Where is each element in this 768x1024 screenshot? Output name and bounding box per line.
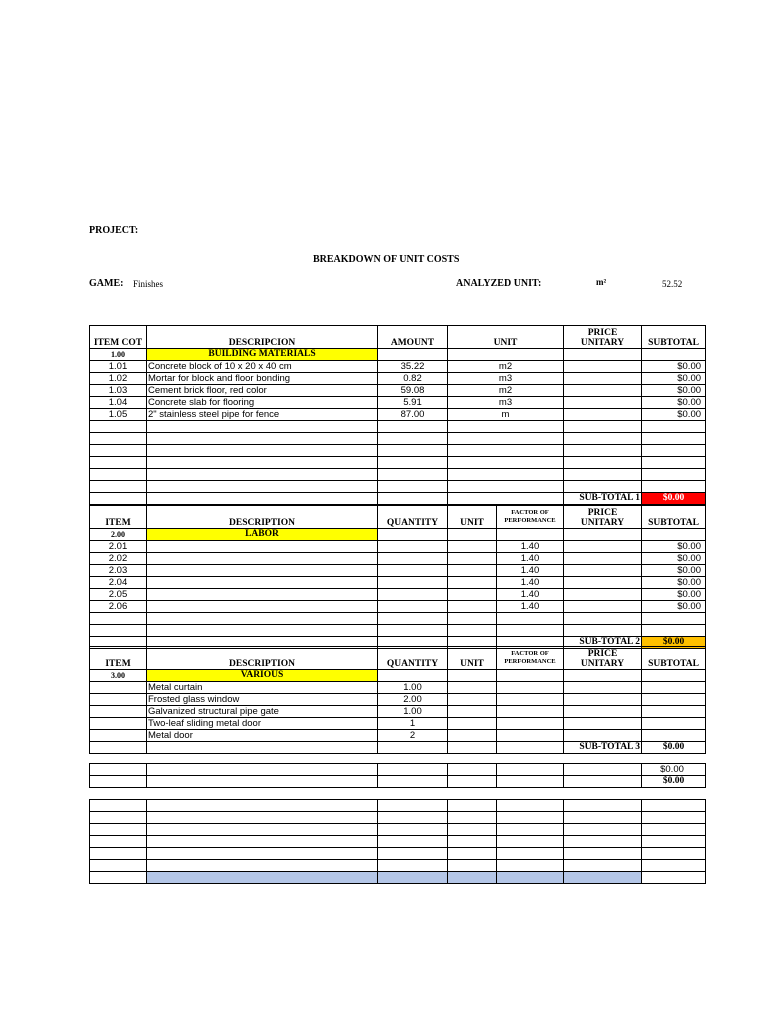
empty-grid	[89, 799, 706, 884]
item-subtotal: $0.00	[642, 553, 706, 565]
empty-row	[90, 457, 706, 469]
empty-row	[90, 613, 706, 625]
table-row	[90, 397, 706, 409]
labor-table	[89, 505, 706, 649]
col-item: ITEM	[90, 506, 147, 529]
empty-row	[90, 469, 706, 481]
item-unit: m3	[448, 397, 564, 409]
item-unit: m	[448, 409, 564, 421]
subtotal-1-label: SUB-TOTAL 1	[564, 493, 642, 505]
col-description: DESCRIPTION	[147, 506, 378, 529]
item-code: 2.03	[90, 565, 147, 577]
analyzed-unit-label: ANALYZED UNIT:	[456, 278, 542, 289]
item-factor: 1.40	[497, 541, 564, 553]
subtotal-1-value: $0.00	[642, 493, 706, 505]
item-amount: 5.91	[378, 397, 448, 409]
item-description: Galvanized structural pipe gate	[147, 706, 378, 718]
total-line-1: $0.00	[642, 764, 706, 776]
various-table	[89, 646, 706, 754]
col-subtotal: SUBTOTAL	[642, 326, 706, 349]
item-description: Two-leaf sliding metal door	[147, 718, 378, 730]
table-row	[90, 385, 706, 397]
section-title: LABOR	[147, 529, 378, 541]
materials-table	[89, 325, 706, 505]
subtotal-row	[90, 742, 706, 754]
item-description: Concrete block of 10 x 20 x 40 cm	[147, 361, 378, 373]
item-factor: 1.40	[497, 589, 564, 601]
item-factor: 1.40	[497, 577, 564, 589]
col-subtotal: SUBTOTAL	[642, 506, 706, 529]
item-unit: m2	[448, 361, 564, 373]
analyzed-unit: m²	[596, 277, 607, 287]
empty-row	[90, 836, 706, 848]
subtotal-2-value: $0.00	[642, 637, 706, 649]
item-subtotal: $0.00	[642, 601, 706, 613]
empty-row	[90, 860, 706, 872]
item-quantity: 2.00	[378, 694, 448, 706]
item-quantity: 1.00	[378, 682, 448, 694]
game-value: Finishes	[133, 279, 164, 289]
section-code: 2.00	[90, 529, 147, 541]
empty-row	[90, 812, 706, 824]
item-code: 1.01	[90, 361, 147, 373]
total-line-2: $0.00	[642, 776, 706, 788]
labor-header-row	[90, 506, 706, 529]
highlighted-row	[90, 872, 706, 884]
item-subtotal: $0.00	[642, 577, 706, 589]
table-row	[90, 706, 706, 718]
item-factor: 1.40	[497, 565, 564, 577]
item-description: Mortar for block and floor bonding	[147, 373, 378, 385]
item-factor: 1.40	[497, 553, 564, 565]
totals-table	[89, 763, 706, 788]
empty-row	[90, 800, 706, 812]
item-amount: 59.08	[378, 385, 448, 397]
table-row	[90, 565, 706, 577]
item-code: 1.02	[90, 373, 147, 385]
empty-row	[90, 848, 706, 860]
table-row	[90, 553, 706, 565]
col-unit: UNIT	[448, 506, 497, 529]
item-subtotal: $0.00	[642, 385, 706, 397]
col-description: DESCRIPTION	[147, 647, 378, 670]
item-description: Metal door	[147, 730, 378, 742]
item-subtotal: $0.00	[642, 589, 706, 601]
totals-row	[90, 764, 706, 776]
col-price-unitary: PRICE UNITARY	[564, 326, 642, 349]
col-factor: FACTOR OF PERFORMANCE	[497, 647, 564, 670]
table-row	[90, 694, 706, 706]
item-code: 2.04	[90, 577, 147, 589]
empty-row	[90, 824, 706, 836]
item-subtotal: $0.00	[642, 397, 706, 409]
empty-row	[90, 481, 706, 493]
totals-row	[90, 776, 706, 788]
item-code: 2.06	[90, 601, 147, 613]
col-factor: FACTOR OF PERFORMANCE	[497, 506, 564, 529]
project-label: PROJECT:	[89, 225, 139, 236]
col-quantity: QUANTITY	[378, 506, 448, 529]
table-row	[90, 718, 706, 730]
subtotal-3-label: SUB-TOTAL 3	[564, 742, 642, 754]
empty-row	[90, 625, 706, 637]
item-description: Metal curtain	[147, 682, 378, 694]
item-subtotal: $0.00	[642, 541, 706, 553]
section-title: VARIOUS	[147, 670, 378, 682]
page-title: BREAKDOWN OF UNIT COSTS	[313, 254, 460, 265]
subtotal-2-label: SUB-TOTAL 2	[564, 637, 642, 649]
empty-row	[90, 421, 706, 433]
table-row	[90, 730, 706, 742]
table-row	[90, 373, 706, 385]
item-code: 2.05	[90, 589, 147, 601]
analyzed-value: 52.52	[662, 279, 683, 289]
col-unit: UNIT	[448, 647, 497, 670]
table-row	[90, 541, 706, 553]
item-subtotal: $0.00	[642, 361, 706, 373]
table-row	[90, 577, 706, 589]
item-subtotal: $0.00	[642, 373, 706, 385]
item-description: Concrete slab for flooring	[147, 397, 378, 409]
col-subtotal: SUBTOTAL	[642, 647, 706, 670]
item-amount: 0.82	[378, 373, 448, 385]
section-code: 3.00	[90, 670, 147, 682]
col-quantity: QUANTITY	[378, 647, 448, 670]
item-unit: m2	[448, 385, 564, 397]
item-unit: m3	[448, 373, 564, 385]
various-header-row	[90, 647, 706, 670]
item-amount: 35.22	[378, 361, 448, 373]
item-subtotal: $0.00	[642, 409, 706, 421]
item-code: 1.05	[90, 409, 147, 421]
materials-section-row	[90, 349, 706, 361]
various-section-row	[90, 670, 706, 682]
labor-section-row	[90, 529, 706, 541]
item-amount: 87.00	[378, 409, 448, 421]
table-row	[90, 361, 706, 373]
table-row	[90, 682, 706, 694]
item-factor: 1.40	[497, 601, 564, 613]
section-title: BUILDING MATERIALS	[147, 349, 378, 361]
item-code: 1.04	[90, 397, 147, 409]
table-row	[90, 601, 706, 613]
col-price-unitary: PRICE UNITARY	[564, 506, 642, 529]
item-code: 2.02	[90, 553, 147, 565]
materials-header-row	[90, 326, 706, 349]
item-quantity: 2	[378, 730, 448, 742]
col-price-unitary: PRICE UNITARY	[564, 647, 642, 670]
item-description: Cement brick floor, red color	[147, 385, 378, 397]
col-item: ITEM	[90, 647, 147, 670]
item-description: 2" stainless steel pipe for fence	[147, 409, 378, 421]
col-amount: AMOUNT	[378, 326, 448, 349]
subtotal-3-value: $0.00	[642, 742, 706, 754]
col-description: DESCRIPCION	[147, 326, 378, 349]
table-row	[90, 589, 706, 601]
item-quantity: 1	[378, 718, 448, 730]
empty-row	[90, 433, 706, 445]
item-quantity: 1.00	[378, 706, 448, 718]
table-row	[90, 409, 706, 421]
item-subtotal: $0.00	[642, 565, 706, 577]
item-description: Frosted glass window	[147, 694, 378, 706]
col-item: ITEM COT	[90, 326, 147, 349]
empty-row	[90, 445, 706, 457]
item-code: 2.01	[90, 541, 147, 553]
subtotal-row	[90, 493, 706, 505]
col-unit: UNIT	[448, 326, 564, 349]
section-code: 1.00	[90, 349, 147, 361]
item-code: 1.03	[90, 385, 147, 397]
game-label: GAME:	[89, 278, 124, 289]
